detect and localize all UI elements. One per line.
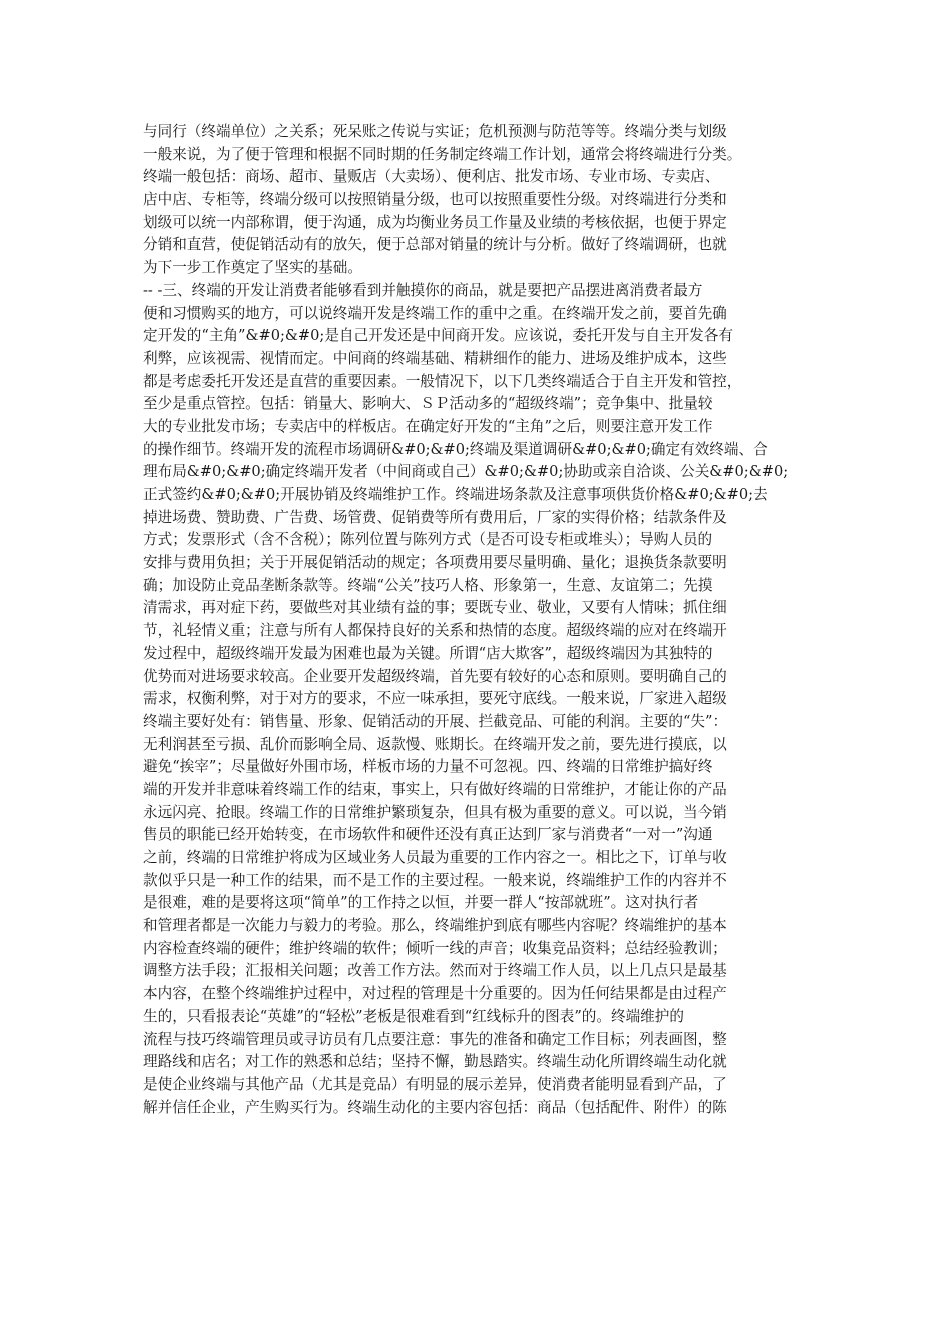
text-line: 之前，终端的日常维护将成为区域业务人员最为重要的工作内容之一。相比之下，订单与收 bbox=[143, 849, 727, 866]
text-line: 确；加设防止竞品垄断条款等。终端“公关”技巧人格、形象第一，生意、友谊第二；先摸 bbox=[143, 576, 713, 594]
text-line: 内容检查终端的硬件；维护终端的软件；倾听一线的声音；收集竞品资料；总结经验教训； bbox=[143, 939, 727, 957]
text-line: 和管理者都是一次能力与毅力的考验。那么，终端维护到底有哪些内容呢？终端维护的基本 bbox=[143, 917, 727, 935]
text-line: 节，礼轻情义重；注意与所有人都保持良好的关系和热情的态度。超级终端的应对在终端开 bbox=[143, 622, 727, 640]
text-line: 掉进场费、赞助费、广告费、场管费、促销费等所有费用后，厂家的实得价格；结款条件及 bbox=[143, 508, 727, 526]
text-line: 分销和直营，使促销活动有的放矢，便于总部对销量的统计与分析。做好了终端调研，也就 bbox=[143, 236, 727, 254]
text-line: 的操作细节。终端开发的流程市场调研&#0;&#0;终端及渠道调研&#0;&#0;确定有效终端、合 bbox=[143, 440, 768, 458]
text-line: 终端主要好处有：销售量、形象、促销活动的开展、拦截竞品、可能的利润。主要的“失”： bbox=[143, 712, 728, 730]
text-line: 店中店、专柜等，终端分级可以按照销量分级，也可以按照重要性分级。对终端进行分类和 bbox=[143, 191, 727, 209]
text-line: 正式签约&#0;&#0;开展协销及终端维护工作。终端进场条款及注意事项供货价格&#0;&#0;去 bbox=[143, 486, 768, 503]
text-line: 大的专业批发市场；专卖店中的样板店。在确定好开发的“主角”之后，则要注意开发工作 bbox=[143, 417, 713, 435]
text-line: 与同行（终端单位）之关系；死呆账之传说与实证；危机预测与防范等等。终端分类与划级 bbox=[143, 123, 727, 140]
text-line: 优势而对进场要求较高。企业要开发超级终端，首先要有较好的心态和原则。要明确自己的 bbox=[143, 667, 727, 685]
text-line: 划级可以统一内部称谓，便于沟通，成为均衡业务员工作量及业绩的考核依据，也便于界定 bbox=[143, 213, 727, 231]
text-line: 解并信任企业，产生购买行为。终端生动化的主要内容包括：商品（包括配件、附件）的陈 bbox=[143, 1098, 727, 1116]
text-line: 便和习惯购买的地方，可以说终端开发是终端工作的重中之重。在终端开发之前，要首先确 bbox=[143, 304, 727, 322]
text-line: 一般来说，为了便于管理和根据不同时期的任务制定终端工作计划，通常会将终端进行分类。 bbox=[143, 145, 742, 163]
text-line: 生的，只看报表论“英雄”的“轻松”老板是很难看到“红线标升的图表”的。终端维护的 bbox=[143, 1007, 684, 1025]
text-line: 需求，权衡利弊，对于对方的要求，不应一味承担，要死守底线。一般来说，厂家进入超级 bbox=[143, 690, 727, 708]
text-line: 至少是重点管控。包括：销量大、影响大、ＳＰ活动多的“超级终端”；竞争集中、批量较 bbox=[143, 395, 713, 413]
text-line: 清需求，再对症下药，要做些对其业绩有益的事；要既专业、敬业，又要有人情味；抓住细 bbox=[143, 599, 727, 617]
text-line: 理布局&#0;&#0;确定终端开发者（中间商或自己）&#0;&#0;协助或亲自洽谈、公关&#0;&#0; bbox=[143, 463, 789, 481]
text-line: 售员的职能已经开始转变，在市场软件和硬件还没有真正达到厂家与消费者“一对一”沟通 bbox=[143, 826, 713, 844]
text-line: 为下一步工作奠定了坚实的基础。 bbox=[143, 259, 362, 277]
text-line: 终端一般包括：商场、超市、量贩店（大卖场）、便利店、批发市场、专业市场、专卖店、 bbox=[143, 168, 720, 186]
text-line: 本内容，在整个终端维护过程中，对过程的管理是十分重要的。因为任何结果都是由过程产 bbox=[143, 985, 727, 1003]
text-line: 流程与技巧终端管理员或寻访员有几点要注意：事先的准备和确定工作目标；列表画图，整 bbox=[143, 1030, 727, 1048]
text-line: 无利润甚至亏损、乱价而影响全局、返款慢、账期长。在终端开发之前，要先进行摸底，以 bbox=[143, 735, 727, 753]
text-line: -- -三、终端的开发让消费者能够看到并触摸你的商品，就是要把产品摆进离消费者最方 bbox=[143, 281, 703, 299]
text-line: 是使企业终端与其他产品（尤其是竞品）有明显的展示差异，使消费者能明显看到产品，了 bbox=[143, 1075, 727, 1093]
text-line: 调整方法手段；汇报相关问题；改善工作方法。然而对于终端工作人员，以上几点只是最基 bbox=[143, 962, 727, 980]
text-line: 利弊，应该视需、视情而定。中间商的终端基础、精耕细作的能力、进场及维护成本，这些 bbox=[143, 349, 727, 367]
text-line: 端的开发并非意味着终端工作的结束，事实上，只有做好终端的日常维护，才能让你的产品 bbox=[143, 780, 727, 798]
text-line: 都是考虑委托开发还是直营的重要因素。一般情况下，以下几类终端适合于自主开发和管控， bbox=[143, 372, 742, 390]
text-line: 安排与费用负担；关于开展促销活动的规定；各项费用要尽量明确、量化；退换货条款要明 bbox=[143, 554, 727, 572]
text-line: 永远闪亮、抢眼。终端工作的日常维护繁琐复杂，但具有极为重要的意义。可以说，当今销 bbox=[143, 803, 727, 821]
text-line: 定开发的“主角”&#0;&#0;是自己开发还是中间商开发。应该说，委托开发与自主开发各有 bbox=[143, 327, 733, 345]
text-line: 是很难，难的是要将这项“简单”的工作持之以恒，并要一群人“按部就班”。这对执行者 bbox=[143, 894, 699, 912]
text-line: 发过程中，超级终端开发最为困难也最为关键。所谓“店大欺客”，超级终端因为其独特的 bbox=[143, 644, 713, 662]
text-line: 款似乎只是一种工作的结果，而不是工作的主要过程。一般来说，终端维护工作的内容并不 bbox=[143, 871, 727, 889]
text-line: 避免“挨宰”；尽量做好外围市场，样板市场的力量不可忽视。四、终端的日常维护搞好终 bbox=[143, 758, 713, 776]
body-text bbox=[143, 121, 823, 1119]
text-line: 方式；发票形式（含不含税）；陈列位置与陈列方式（是否可设专柜或堆头）；导购人员的 bbox=[143, 531, 713, 549]
text-line: 理路线和店名；对工作的熟悉和总结；坚持不懈，勤恳踏实。终端生动化所谓终端生动化就 bbox=[143, 1053, 727, 1071]
